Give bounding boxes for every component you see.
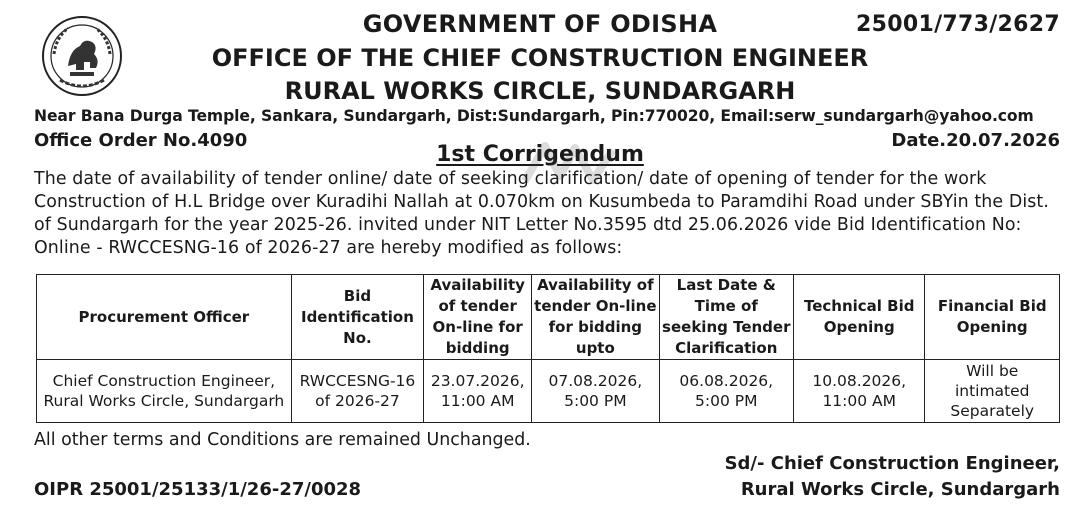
circle-heading: RURAL WORKS CIRCLE, SUNDARGARH bbox=[284, 77, 796, 105]
notice-body: The date of availability of tender online/ date of seeking clarification/ date of opening of tender for the work Construction of H.L Bridge over Kuradihi Nallah at 0.070km on Kusumbeda to Paramdihi Road under SBYin the Dist. of Sundargarh for the year 2025-26. invited under NIT Letter No.3595 dtd 25.06.2026 vide Bid Identification No: Online - RWCCESNG-16 of 2026-27 are hereby modified as follows: bbox=[34, 169, 1049, 258]
table-cell: RWCCESNG-16 of 2026-27 bbox=[291, 360, 423, 423]
column-header: Availability of tender On-line for bidding upto bbox=[532, 275, 659, 360]
notice-title-text: 1st Corrigendum bbox=[436, 142, 644, 167]
terms-remark: All other terms and Conditions are remained Unchanged. bbox=[34, 430, 531, 450]
column-header: Technical Bid Opening bbox=[794, 275, 925, 360]
reference-number: 25001/773/2627 bbox=[856, 12, 1060, 37]
oipr-number: OIPR 25001/25133/1/26-27/0028 bbox=[34, 479, 362, 500]
column-header: Bid Identification No. bbox=[291, 275, 423, 360]
office-address: Near Bana Durga Temple, Sankara, Sundargarh, Dist:Sundargarh, Pin:770020, Email:serw_sundargarh@yahoo.com bbox=[34, 107, 1034, 125]
column-header: Availability of tender On-line for bidding bbox=[424, 275, 532, 360]
office-order-number: Office Order No.4090 bbox=[34, 130, 248, 151]
table-cell: 10.08.2026, 11:00 AM bbox=[794, 360, 925, 423]
office-order-notice bbox=[10, 6, 1070, 498]
table-row bbox=[37, 360, 1060, 423]
signature-line-1: Sd/- Chief Construction Engineer, bbox=[724, 453, 1060, 474]
table-cell: 06.08.2026, 5:00 PM bbox=[659, 360, 793, 423]
government-heading: GOVERNMENT OF ODISHA bbox=[362, 10, 718, 38]
column-header: Last Date & Time of seeking Tender Clarification bbox=[659, 275, 793, 360]
office-order-date: Date.20.07.2026 bbox=[891, 130, 1060, 151]
column-header: Procurement Officer bbox=[37, 275, 292, 360]
signature-line-2: Rural Works Circle, Sundargarh bbox=[740, 479, 1060, 500]
tender-schedule-table bbox=[36, 274, 1060, 423]
table-cell: Chief Construction Engineer, Rural Works Circle, Sundargarh bbox=[37, 360, 292, 423]
table-cell: 23.07.2026, 11:00 AM bbox=[424, 360, 532, 423]
office-heading: OFFICE OF THE CHIEF CONSTRUCTION ENGINEER bbox=[211, 44, 869, 72]
table-cell: 07.08.2026, 5:00 PM bbox=[532, 360, 659, 423]
table-header-row bbox=[37, 275, 1060, 360]
column-header: Financial Bid Opening bbox=[925, 275, 1060, 360]
table-cell: Will be intimated Separately bbox=[925, 360, 1060, 423]
